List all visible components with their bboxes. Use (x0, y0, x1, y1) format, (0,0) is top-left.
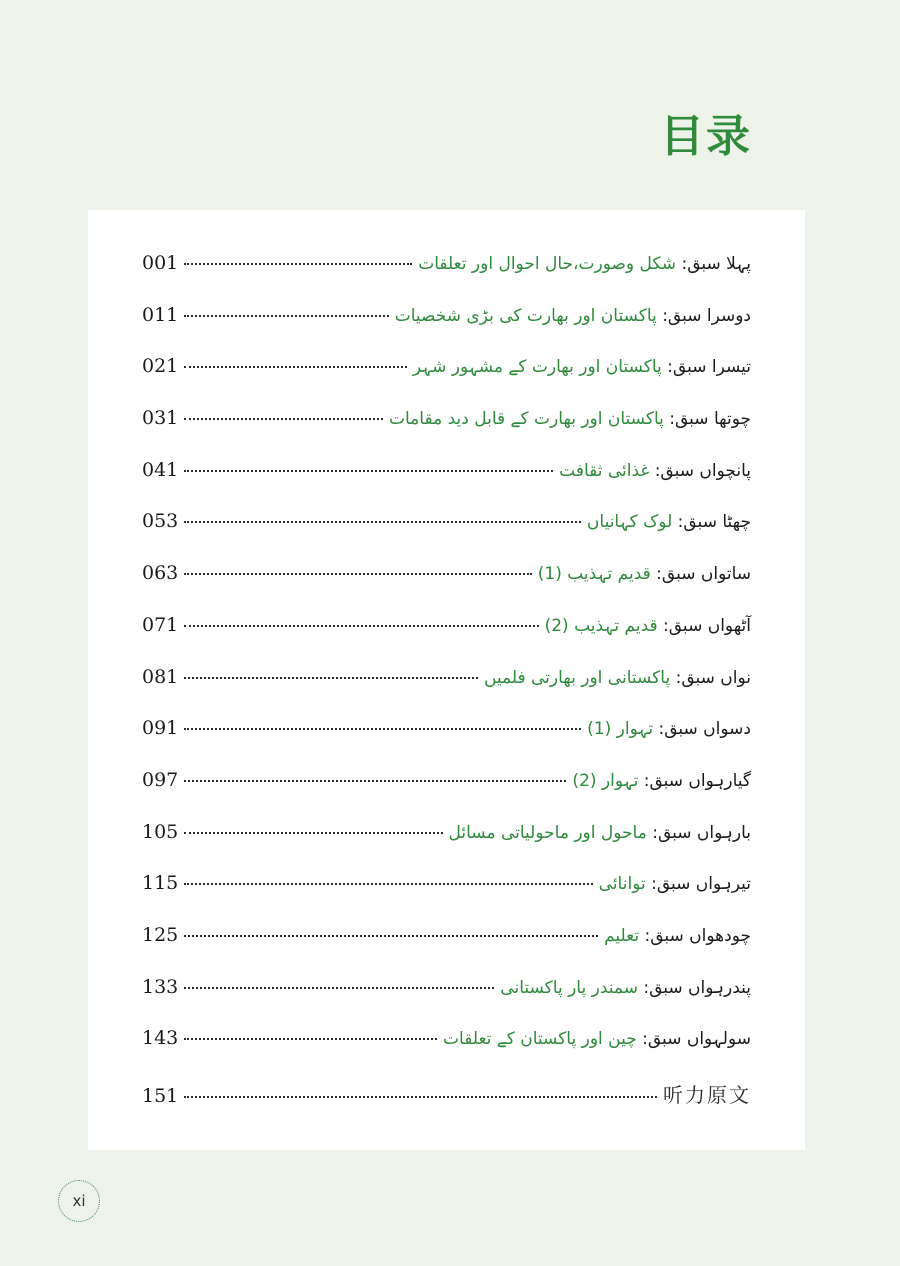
toc-page-number: 011 (142, 303, 179, 326)
dot-leader (184, 263, 412, 265)
lesson-label: تیرہواں سبق: (651, 874, 751, 895)
toc-row[interactable] (142, 459, 751, 511)
lesson-topic: توانائی (598, 874, 646, 895)
lesson-label: پانچواں سبق: (654, 460, 751, 481)
dot-leader (184, 625, 538, 627)
toc-row[interactable] (142, 1027, 751, 1079)
toc-page-number: 143 (142, 1027, 179, 1050)
lesson-topic: سمندر پار پاکستانی (500, 977, 638, 998)
lesson-label: ساتواں سبق: (656, 564, 751, 585)
toc-page-number: 133 (142, 975, 179, 998)
lesson-label: چھٹا سبق: (677, 512, 751, 533)
toc-row[interactable] (142, 355, 751, 407)
toc-entry (587, 511, 751, 532)
toc-entry (389, 408, 751, 429)
lesson-topic: پاکستان اور بھارت کے مشہور شہر (412, 357, 662, 378)
dot-leader (184, 935, 598, 937)
toc-row[interactable] (142, 769, 751, 821)
dot-leader (184, 573, 531, 575)
toc-row-appendix[interactable] (142, 1079, 751, 1131)
dot-leader (184, 366, 407, 368)
toc-entry (413, 356, 751, 377)
lesson-topic: ماحول اور ماحولیاتی مسائل (448, 822, 647, 843)
toc-list (142, 252, 751, 1131)
toc-panel (88, 210, 805, 1150)
dot-leader (184, 728, 581, 730)
toc-page-number: 097 (142, 768, 179, 791)
dot-leader (184, 883, 592, 885)
toc-row[interactable] (142, 407, 751, 459)
page-title: 目录 (660, 111, 752, 162)
toc-entry (604, 926, 751, 946)
toc-page-number: 125 (142, 923, 179, 946)
toc-entry (559, 461, 751, 481)
dot-leader (184, 677, 478, 679)
lesson-label: نواں سبق: (675, 667, 751, 688)
toc-page-number: 091 (142, 717, 179, 740)
lesson-label: پہلا سبق: (681, 254, 751, 274)
dot-leader (184, 1096, 657, 1098)
lesson-topic: تہوار (1) (587, 719, 654, 740)
lesson-topic: شکل وصورت،حال احوال اور تعلقات (418, 254, 677, 274)
dot-leader (184, 1038, 437, 1040)
toc-row[interactable] (142, 666, 751, 718)
toc-page-number: 001 (142, 252, 179, 274)
toc-page-number: 041 (142, 458, 179, 481)
dot-leader (184, 418, 383, 420)
toc-entry (484, 668, 751, 688)
toc-entry (500, 977, 751, 998)
lesson-topic: چین اور پاکستان کے تعلقات (443, 1029, 637, 1050)
toc-row[interactable] (142, 924, 751, 976)
toc-entry (545, 615, 751, 636)
toc-page-number: 151 (142, 1085, 179, 1107)
toc-entry (449, 822, 751, 843)
toc-page-number: 081 (142, 665, 179, 688)
toc-page-number: 071 (142, 613, 179, 636)
toc-row[interactable] (142, 872, 751, 924)
toc-page-number: 031 (142, 407, 179, 430)
lesson-topic: قدیم تہذیب (1) (537, 564, 651, 585)
toc-page-number: 105 (142, 820, 179, 843)
appendix-label: 听力原文 (663, 1083, 751, 1107)
dot-leader (184, 987, 494, 989)
lesson-label: آٹھواں سبق: (663, 615, 751, 636)
toc-entry (443, 1028, 751, 1049)
lesson-label: سولہواں سبق: (642, 1029, 751, 1050)
toc-row[interactable] (142, 717, 751, 769)
lesson-label: پندرہواں سبق: (643, 977, 751, 998)
lesson-topic: غذائی ثقافت (559, 460, 650, 481)
toc-page-number: 053 (142, 510, 179, 533)
lesson-topic: پاکستان اور بھارت کے قابل دید مقامات (389, 409, 664, 430)
lesson-label: دسواں سبق: (658, 719, 751, 740)
toc-page-number: 063 (142, 562, 179, 585)
toc-entry (538, 563, 751, 584)
toc-page-number: 021 (142, 355, 179, 378)
toc-row[interactable] (142, 614, 751, 666)
lesson-topic: تہوار (2) (572, 770, 639, 791)
toc-entry (599, 873, 751, 894)
toc-entry (395, 306, 751, 326)
lesson-label: تیسرا سبق: (667, 357, 751, 378)
dot-leader (184, 470, 553, 472)
lesson-topic: پاکستان اور بھارت کی بڑی شخصیات (394, 305, 657, 326)
lesson-label: دوسرا سبق: (662, 305, 751, 326)
lesson-topic: لوک کہانیاں (586, 512, 673, 533)
toc-row[interactable] (142, 510, 751, 562)
toc-row[interactable] (142, 304, 751, 356)
toc-page-number: 115 (142, 872, 179, 895)
toc-row[interactable] (142, 821, 751, 873)
toc-row[interactable] (142, 976, 751, 1028)
toc-entry (587, 718, 751, 739)
dot-leader (184, 832, 442, 834)
dot-leader (184, 315, 388, 317)
lesson-topic: تعلیم (604, 925, 640, 946)
dot-leader (184, 521, 581, 523)
page-number-badge: xi (58, 1180, 100, 1222)
lesson-topic: پاکستانی اور بھارتی فلمیں (483, 667, 671, 688)
lesson-label: گیارہواں سبق: (643, 770, 751, 791)
dot-leader (184, 780, 566, 782)
lesson-topic: قدیم تہذیب (2) (544, 615, 658, 636)
lesson-label: بارہواں سبق: (652, 822, 751, 843)
toc-row[interactable] (142, 562, 751, 614)
toc-entry (418, 253, 751, 274)
lesson-label: چودھواں سبق: (644, 925, 751, 946)
toc-row[interactable] (142, 252, 751, 304)
lesson-label: چوتھا سبق: (669, 409, 751, 430)
toc-entry (572, 770, 751, 791)
